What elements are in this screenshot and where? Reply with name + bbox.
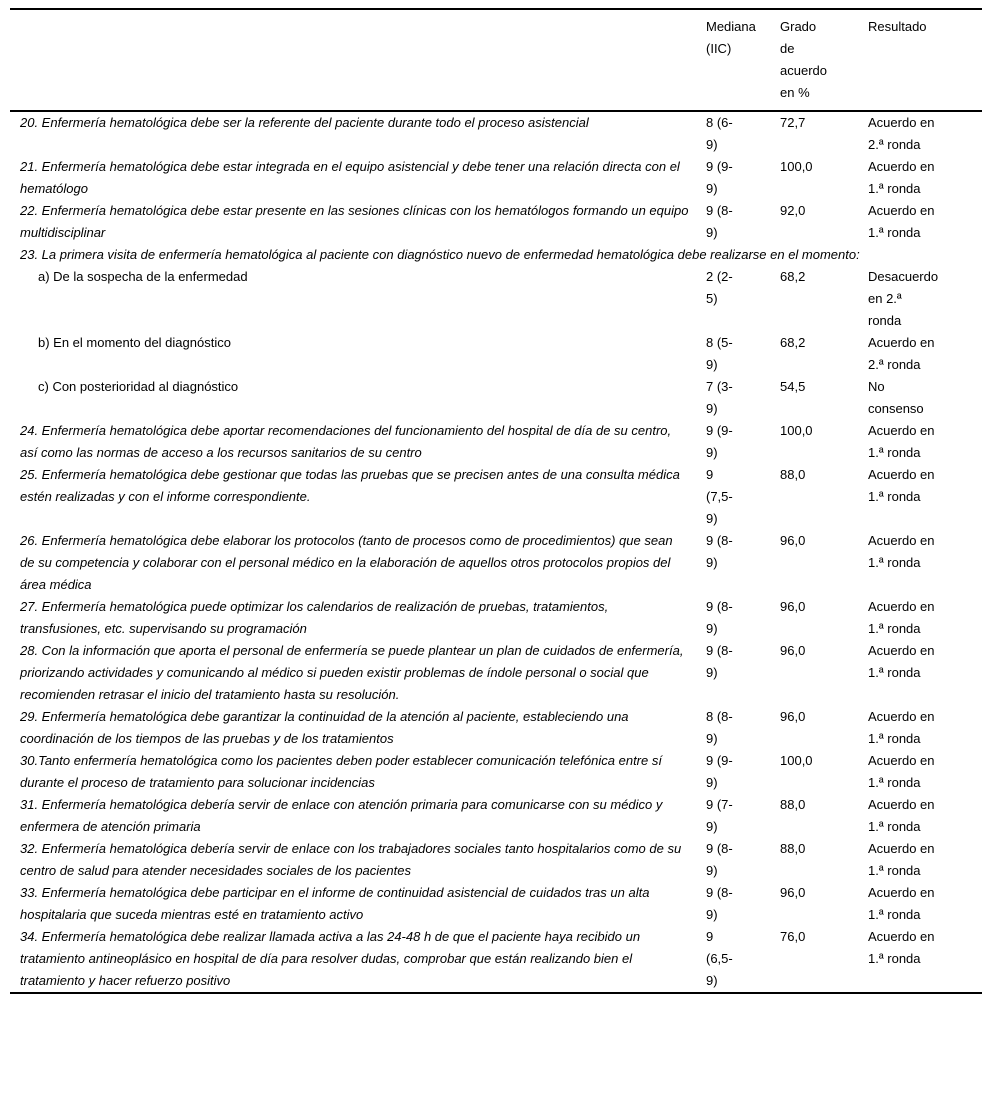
table-row (10, 111, 982, 156)
header-grado-label: Grado de acuerdo en % (780, 19, 827, 100)
resultado-cell (868, 596, 982, 640)
grado-cell (780, 926, 868, 993)
grado-cell (780, 464, 868, 530)
mediana-cell (706, 838, 780, 882)
item-text: 20. Enfermería hematológica debe ser la referente del paciente durante todo el proceso asistencial (20, 115, 589, 130)
table-header (10, 9, 982, 111)
item-cell (10, 530, 706, 596)
item-text: 29. Enfermería hematológica debe garantizar la continuidad de la atención al paciente, estableciendo una coordinación de los tiempos de las pruebas y de los tratamientos (20, 709, 629, 746)
table-row (10, 332, 982, 376)
grado-value: 76,0 (780, 929, 806, 944)
item-text: 31. Enfermería hematológica debería servir de enlace con atención primaria para comunicarse con su médico y enfermera de atención primaria (20, 797, 663, 834)
mediana-cell (706, 530, 780, 596)
mediana-cell (706, 111, 780, 156)
mediana-value: 9 (8-9) (706, 841, 733, 878)
grado-cell (780, 200, 868, 244)
table-row (10, 376, 982, 420)
grado-cell (780, 332, 868, 376)
mediana-cell (706, 882, 780, 926)
item-text: 23. La primera visita de enfermería hematológica al paciente con diagnóstico nuevo de enfermedad hematológica debe realizarse en el momento: (20, 247, 860, 262)
grado-cell (780, 794, 868, 838)
grado-value: 68,2 (780, 335, 806, 350)
table-row (10, 706, 982, 750)
resultado-cell (868, 420, 982, 464)
resultado-value: Acuerdo en 1.ª ronda (868, 159, 935, 196)
mediana-cell (706, 420, 780, 464)
mediana-cell (706, 266, 780, 332)
item-cell (10, 706, 706, 750)
grado-cell (780, 838, 868, 882)
item-cell (10, 838, 706, 882)
item-text: 32. Enfermería hematológica debería servir de enlace con los trabajadores sociales tanto hospitalarios como de su centro de salud para atender necesidades sociales de los pacientes (20, 841, 682, 878)
grado-cell (780, 706, 868, 750)
consensus-table (10, 8, 982, 994)
item-cell (10, 926, 706, 993)
mediana-value: 8 (8-9) (706, 709, 733, 746)
grado-value: 100,0 (780, 753, 813, 768)
header-row (10, 9, 982, 111)
grado-value: 92,0 (780, 203, 806, 218)
mediana-cell (706, 156, 780, 200)
item-cell (10, 794, 706, 838)
item-text: 27. Enfermería hematológica puede optimizar los calendarios de realización de pruebas, tratamientos, transfusiones, etc. supervisando su programación (20, 599, 609, 636)
table-row (10, 596, 982, 640)
resultado-value: Acuerdo en 1.ª ronda (868, 423, 935, 460)
grado-cell (780, 420, 868, 464)
header-item (10, 9, 706, 111)
mediana-value: 9 (8-9) (706, 885, 733, 922)
header-mediana-label: Mediana (IIC) (706, 19, 756, 56)
item-text: 24. Enfermería hematológica debe aportar recomendaciones del funcionamiento del hospital de día de su centro, así como las normas de acceso a los recursos sanitarios de su centro (20, 423, 672, 460)
resultado-cell (868, 200, 982, 244)
mediana-cell (706, 926, 780, 993)
table-row (10, 156, 982, 200)
resultado-cell (868, 838, 982, 882)
header-mediana-cell (706, 9, 780, 111)
grado-cell (780, 530, 868, 596)
mediana-cell (706, 200, 780, 244)
resultado-value: Acuerdo en 1.ª ronda (868, 841, 935, 878)
section-row (10, 244, 982, 266)
grado-cell (780, 596, 868, 640)
table-row (10, 882, 982, 926)
table-body (10, 111, 982, 993)
item-cell (10, 332, 706, 376)
grado-cell (780, 156, 868, 200)
grado-value: 88,0 (780, 841, 806, 856)
mediana-cell (706, 376, 780, 420)
mediana-value: 9 (7-9) (706, 797, 733, 834)
resultado-cell (868, 464, 982, 530)
grado-cell (780, 882, 868, 926)
item-text: b) En el momento del diagnóstico (38, 335, 231, 350)
item-text: a) De la sospecha de la enfermedad (38, 269, 248, 284)
header-resultado-label: Resultado (868, 19, 927, 34)
mediana-value: 9 (6,5-9) (706, 929, 733, 988)
resultado-cell (868, 750, 982, 794)
grado-value: 96,0 (780, 643, 806, 658)
table-row (10, 750, 982, 794)
mediana-cell (706, 464, 780, 530)
mediana-value: 9 (8-9) (706, 599, 733, 636)
item-text: 22. Enfermería hematológica debe estar presente en las sesiones clínicas con los hematólogos formando un equipo multidisciplinar (20, 203, 689, 240)
table-row (10, 926, 982, 993)
item-text: 21. Enfermería hematológica debe estar integrada en el equipo asistencial y debe tener una relación directa con el hematólogo (20, 159, 680, 196)
mediana-cell (706, 706, 780, 750)
table-row (10, 640, 982, 706)
item-cell (10, 266, 706, 332)
table-row (10, 530, 982, 596)
resultado-cell (868, 332, 982, 376)
mediana-cell (706, 332, 780, 376)
item-cell (10, 596, 706, 640)
item-cell (10, 640, 706, 706)
resultado-value: Acuerdo en 2.ª ronda (868, 335, 935, 372)
grado-value: 96,0 (780, 885, 806, 900)
resultado-cell (868, 266, 982, 332)
item-text: 25. Enfermería hematológica debe gestionar que todas las pruebas que se precisen antes de una consulta médica estén realizadas y con el informe correspondiente. (20, 467, 680, 504)
resultado-value: Acuerdo en 1.ª ronda (868, 643, 935, 680)
resultado-cell (868, 640, 982, 706)
grado-value: 88,0 (780, 467, 806, 482)
resultado-value: Desacuerdo en 2.ª ronda (868, 269, 939, 328)
resultado-cell (868, 376, 982, 420)
item-cell (10, 376, 706, 420)
resultado-cell (868, 530, 982, 596)
mediana-value: 9 (8-9) (706, 643, 733, 680)
item-cell (10, 200, 706, 244)
grado-value: 96,0 (780, 709, 806, 724)
grado-value: 96,0 (780, 599, 806, 614)
resultado-value: Acuerdo en 1.ª ronda (868, 753, 935, 790)
mediana-cell (706, 794, 780, 838)
mediana-value: 9 (9-9) (706, 423, 733, 460)
grado-value: 96,0 (780, 533, 806, 548)
item-text: 28. Con la información que aporta el personal de enfermería se puede plantear un plan de cuidados de enfermería, priorizando actividades y comunicando al médico si pueden existir problemas de índole personal o social que recomienden retrasar el inicio del tratamiento hasta su resolución. (20, 643, 684, 702)
grado-value: 68,2 (780, 269, 806, 284)
grado-value: 100,0 (780, 423, 813, 438)
grado-cell (780, 750, 868, 794)
table-row (10, 838, 982, 882)
item-cell (10, 882, 706, 926)
mediana-cell (706, 640, 780, 706)
grado-cell (780, 376, 868, 420)
mediana-value: 8 (5-9) (706, 335, 733, 372)
mediana-value: 9 (8-9) (706, 533, 733, 570)
item-text: 33. Enfermería hematológica debe participar en el informe de continuidad asistencial de cuidados tras un alta hospitalaria que suceda mientras esté en tratamiento activo (20, 885, 650, 922)
mediana-value: 2 (2-5) (706, 269, 733, 306)
resultado-value: Acuerdo en 1.ª ronda (868, 929, 935, 966)
resultado-value: Acuerdo en 1.ª ronda (868, 467, 935, 504)
resultado-value: No consenso (868, 379, 924, 416)
resultado-value: Acuerdo en 1.ª ronda (868, 599, 935, 636)
resultado-cell (868, 706, 982, 750)
item-cell (10, 420, 706, 464)
table-row (10, 464, 982, 530)
mediana-cell (706, 750, 780, 794)
grado-cell (780, 111, 868, 156)
resultado-cell (868, 926, 982, 993)
item-cell (10, 464, 706, 530)
resultado-value: Acuerdo en 1.ª ronda (868, 885, 935, 922)
table-row (10, 420, 982, 464)
grado-cell (780, 266, 868, 332)
grado-cell (780, 640, 868, 706)
header-resultado-cell (868, 9, 982, 111)
resultado-value: Acuerdo en 1.ª ronda (868, 533, 935, 570)
table-row (10, 266, 982, 332)
grado-value: 72,7 (780, 115, 806, 130)
mediana-cell (706, 596, 780, 640)
grado-value: 54,5 (780, 379, 806, 394)
item-text: 30.Tanto enfermería hematológica como los pacientes deben poder establecer comunicación telefónica entre sí durante el proceso de tratamiento para solucionar incidencias (20, 753, 662, 790)
resultado-value: Acuerdo en 1.ª ronda (868, 203, 935, 240)
resultado-value: Acuerdo en 1.ª ronda (868, 709, 935, 746)
grado-value: 88,0 (780, 797, 806, 812)
mediana-value: 8 (6-9) (706, 115, 733, 152)
resultado-value: Acuerdo en 2.ª ronda (868, 115, 935, 152)
resultado-value: Acuerdo en 1.ª ronda (868, 797, 935, 834)
resultado-cell (868, 882, 982, 926)
mediana-value: 9 (8-9) (706, 203, 733, 240)
table-row (10, 794, 982, 838)
resultado-cell (868, 794, 982, 838)
item-text: c) Con posterioridad al diagnóstico (38, 379, 239, 394)
mediana-value: 7 (3-9) (706, 379, 733, 416)
mediana-value: 9 (7,5-9) (706, 467, 733, 526)
item-cell (10, 156, 706, 200)
mediana-value: 9 (9-9) (706, 753, 733, 790)
resultado-cell (868, 156, 982, 200)
item-cell (10, 750, 706, 794)
header-grado-cell (780, 9, 868, 111)
grado-value: 100,0 (780, 159, 813, 174)
item-text: 34. Enfermería hematológica debe realizar llamada activa a las 24-48 h de que el paciente haya recibido un tratamiento antineoplásico en hospital de día para resolver dudas, comprobar que están realizando bien el tratamiento y hacer refuerzo positivo (20, 929, 641, 988)
item-cell (10, 111, 706, 156)
item-text: 26. Enfermería hematológica debe elaborar los protocolos (tanto de procesos como de procedimientos) que sean de su competencia y colaborar con el personal médico en la elaboración de aquellos otros protocolos propios del área médica (20, 533, 673, 592)
table-row (10, 200, 982, 244)
resultado-cell (868, 111, 982, 156)
mediana-value: 9 (9-9) (706, 159, 733, 196)
